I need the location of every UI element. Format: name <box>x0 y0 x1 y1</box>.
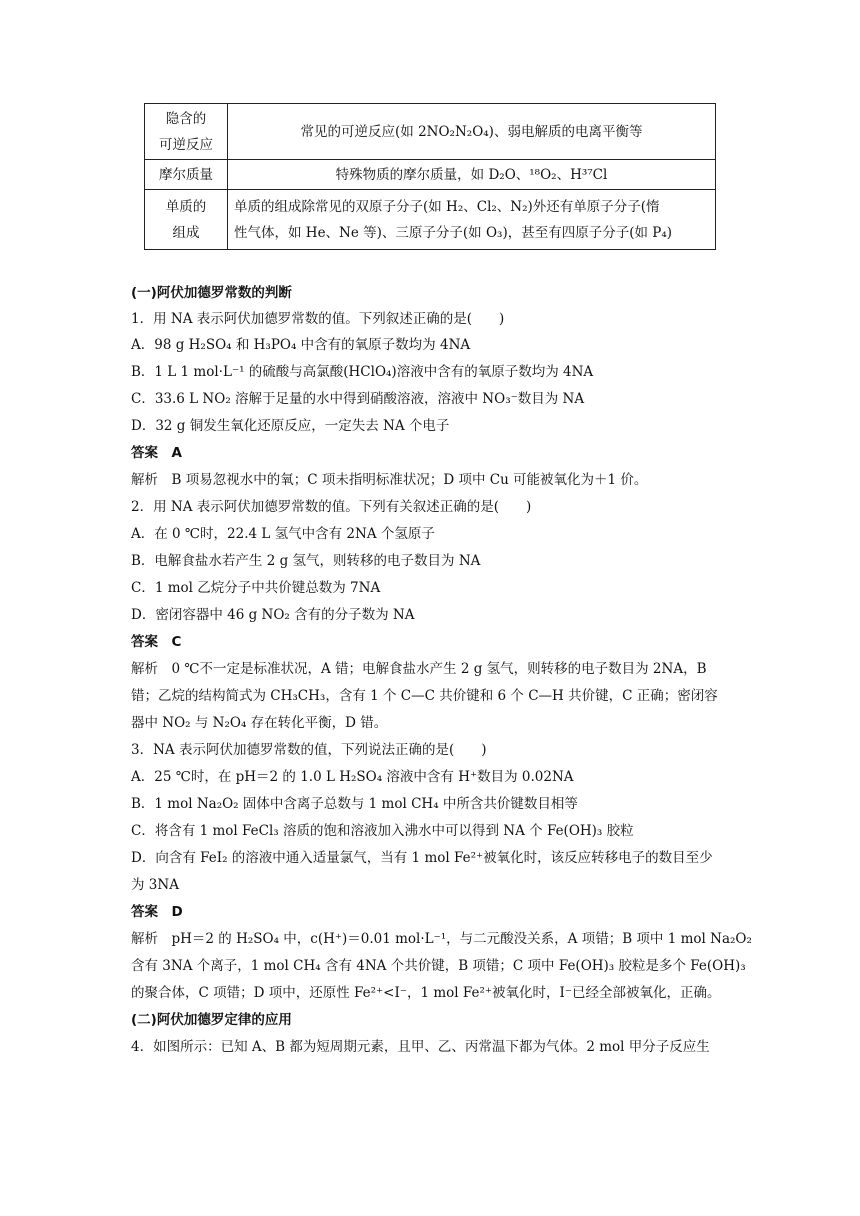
text-line: 含有 3NA 个离子，1 mol CH₄ 含有 4NA 个共价键，B 项错；C 项中 Fe(OH)₃ 胶粒是多个 Fe(OH)₃ <box>131 958 746 974</box>
section-heading: (一)阿伏加德罗常数的判断 <box>131 285 292 301</box>
text-line: 为 3NA <box>131 877 179 893</box>
text-line: A．25 ℃时，在 pH＝2 的 1.0 L H₂SO₄ 溶液中含有 H⁺数目为 0.02NA <box>131 769 574 785</box>
row-header: 摩尔质量 <box>145 160 228 190</box>
text-line: C．将含有 1 mol FeCl₃ 溶质的饱和溶液加入沸水中可以得到 NA 个 Fe(OH)₃ 胶粒 <box>131 823 634 839</box>
row-header: 隐含的 可逆反应 <box>145 104 228 160</box>
text-line: 解析 pH＝2 的 H₂SO₄ 中，c(H⁺)＝0.01 mol·L⁻¹，与二元酸没关系，A 项错；B 项中 1 mol Na₂O₂ <box>131 931 752 947</box>
text-line: 解析 B 项易忽视水中的氧；C 项未指明标准状况；D 项中 Cu 可能被氧化为＋1 价。 <box>131 472 648 488</box>
row-header: 单质的 组成 <box>145 190 228 250</box>
row-content: 单质的组成除常见的双原子分子(如 H₂、Cl₂、N₂)外还有单原子分子(惰 性气体，如 He、Ne 等)、三原子分子(如 O₃)，甚至有四原子分子(如 P₄) <box>228 190 716 250</box>
row-content: 特殊物质的摩尔质量，如 D₂O、¹⁸O₂、H³⁷Cl <box>228 160 716 190</box>
text-line: C．33.6 L NO₂ 溶解于足量的水中得到硝酸溶液，溶液中 NO₃⁻数目为 NA <box>131 391 585 407</box>
text-line: B．1 L 1 mol·L⁻¹ 的硫酸与高氯酸(HClO₄)溶液中含有的氧原子数均为 4NA <box>131 364 594 380</box>
text-line: 1．用 NA 表示阿伏加德罗常数的值。下列叙述正确的是( ) <box>131 311 505 327</box>
text-line: D．向含有 FeI₂ 的溶液中通入适量氯气，当有 1 mol Fe²⁺被氧化时，该反应转移电子的数目至少 <box>131 850 713 866</box>
section-heading: 答案 A <box>131 445 182 461</box>
text-line: 4．如图所示：已知 A、B 都为短周期元素，且甲、乙、丙常温下都为气体。2 mol 甲分子反应生 <box>131 1039 710 1055</box>
table-row <box>145 104 716 160</box>
text-line: B．电解食盐水若产生 2 g 氢气，则转移的电子数目为 NA <box>131 553 481 569</box>
text-line: 的聚合体，C 项错；D 项中，还原性 Fe²⁺<I⁻，1 mol Fe²⁺被氧化时，I⁻已经全部被氧化，正确。 <box>131 985 721 1001</box>
text-line: A．在 0 ℃时，22.4 L 氢气中含有 2NA 个氢原子 <box>131 526 435 542</box>
text-line: C．1 mol 乙烷分子中共价键总数为 7NA <box>131 580 381 596</box>
row-content: 常见的可逆反应(如 2NO₂N₂O₄)、弱电解质的电离平衡等 <box>228 104 716 160</box>
text-line: D．32 g 铜发生氧化还原反应，一定失去 NA 个电子 <box>131 418 450 434</box>
section-heading: 答案 C <box>131 634 182 650</box>
section-heading: 答案 D <box>131 904 183 920</box>
text-line: B．1 mol Na₂O₂ 固体中含离子总数与 1 mol CH₄ 中所含共价键数目相等 <box>131 796 578 812</box>
text-line: 错；乙烷的结构简式为 CH₃CH₃，含有 1 个 C—C 共价键和 6 个 C—H 共价键，C 正确；密闭容 <box>131 688 718 704</box>
table-row <box>145 160 716 190</box>
text-line: 3．NA 表示阿伏加德罗常数的值，下列说法正确的是( ) <box>131 742 487 758</box>
text-line: 器中 NO₂ 与 N₂O₄ 存在转化平衡，D 错。 <box>131 715 388 731</box>
table-row <box>145 190 716 250</box>
properties-table <box>144 103 716 250</box>
text-line: A．98 g H₂SO₄ 和 H₃PO₄ 中含有的氧原子数均为 4NA <box>131 337 471 353</box>
text-line: 2．用 NA 表示阿伏加德罗常数的值。下列有关叙述正确的是( ) <box>131 499 532 515</box>
text-line: 解析 0 ℃不一定是标准状况，A 错；电解食盐水产生 2 g 氢气，则转移的电子数目为 2NA，B <box>131 661 707 677</box>
section-heading: (二)阿伏加德罗定律的应用 <box>131 1012 292 1028</box>
text-line: D．密闭容器中 46 g NO₂ 含有的分子数为 NA <box>131 607 415 623</box>
